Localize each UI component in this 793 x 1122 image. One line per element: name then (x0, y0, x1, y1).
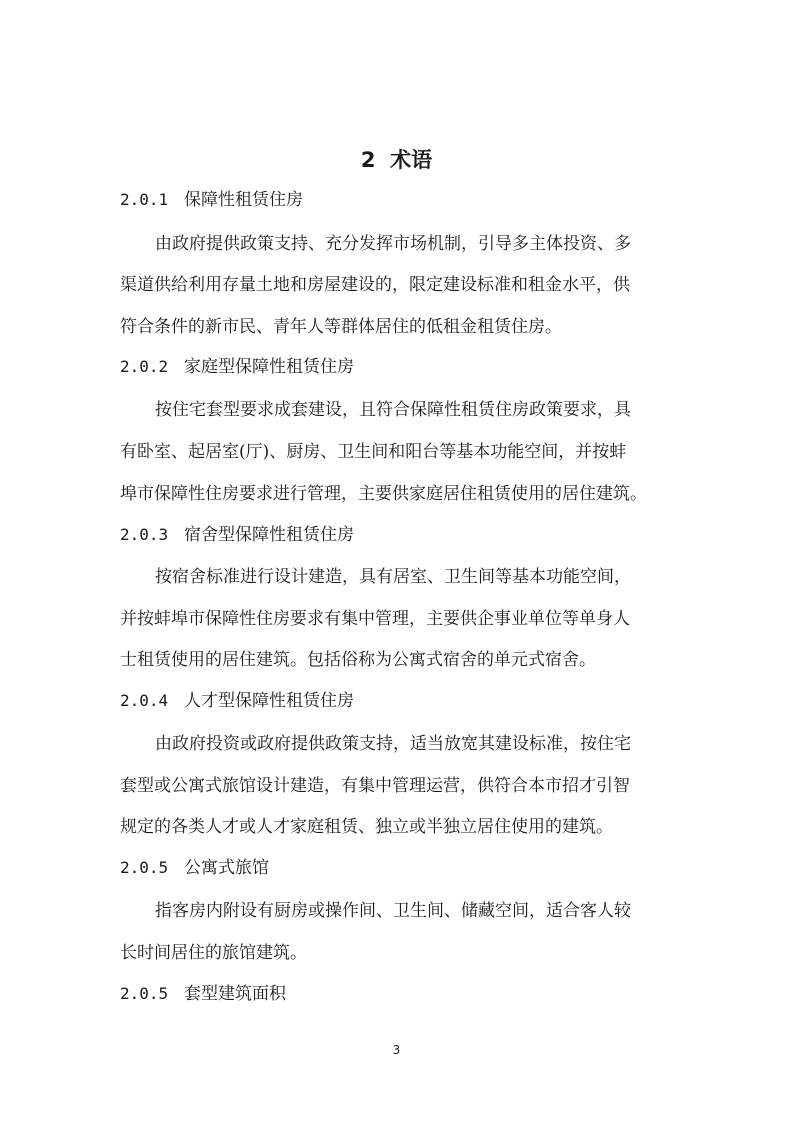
term-name: 保障性租赁住房 (184, 190, 303, 210)
definition-line: 指客房内附设有厨房或操作间、卫生间、储藏空间，适合客人较 (155, 901, 631, 921)
term-number: 2.0.2 (120, 357, 169, 376)
definition-line: 有卧室、起居室(厅)、厨房、卫生间和阳台等基本功能空间，并按蚌 (120, 442, 627, 462)
term-heading-2-0-5-area (120, 982, 700, 1006)
page-number: 3 (392, 1043, 401, 1057)
definition-line: 由政府投资或政府提供政策支持，适当放宽其建设标准，按住宅 (155, 734, 631, 754)
term-name: 宿舍型保障性租赁住房 (184, 525, 354, 545)
term-heading-2-0-5 (120, 856, 700, 880)
term-number: 2.0.1 (120, 190, 169, 209)
term-number: 2.0.3 (120, 525, 169, 544)
term-number: 2.0.5 (120, 858, 169, 877)
definition-line: 由政府提供政策支持、充分发挥市场机制，引导多主体投资、多 (155, 234, 631, 254)
chapter-title: 2 术语 (360, 148, 433, 172)
definition-line: 渠道供给利用存量土地和房屋建设的，限定建设标准和租金水平，供 (120, 275, 630, 295)
term-name: 人才型保障性租赁住房 (184, 691, 354, 711)
definition-line: 并按蚌埠市保障性住房要求有集中管理，主要供企事业单位等单身人 (120, 609, 630, 629)
term-name: 家庭型保障性租赁住房 (184, 357, 354, 377)
term-number: 2.0.4 (120, 691, 169, 710)
definition-line: 套型或公寓式旅馆设计建造，有集中管理运营，供符合本市招才引智 (120, 776, 630, 796)
definition-line: 按宿舍标准进行设计建造，具有居室、卫生间等基本功能空间， (155, 567, 631, 587)
definition-line: 士租赁使用的居住建筑。包括俗称为公寓式宿舍的单元式宿舍。 (120, 650, 596, 670)
definition-line: 埠市保障性住房要求进行管理，主要供家庭居住租赁使用的居住建筑。 (120, 484, 647, 504)
definition-line: 规定的各类人才或人才家庭租赁、独立或半独立居住使用的建筑。 (120, 817, 613, 837)
definition-line: 按住宅套型要求成套建设，且符合保障性租赁住房政策要求，具 (155, 400, 631, 420)
term-number: 2.0.5 (120, 984, 169, 1003)
term-heading-2-0-4 (120, 689, 700, 713)
term-heading-2-0-1 (120, 188, 700, 212)
term-name: 公寓式旅馆 (184, 858, 269, 878)
term-heading-2-0-2 (120, 355, 700, 379)
definition-line: 长时间居住的旅馆建筑。 (120, 943, 307, 963)
definition-line: 符合条件的新市民、青年人等群体居住的低租金租赁住房。 (120, 317, 562, 337)
term-heading-2-0-3 (120, 523, 700, 547)
term-name: 套型建筑面积 (184, 984, 286, 1004)
